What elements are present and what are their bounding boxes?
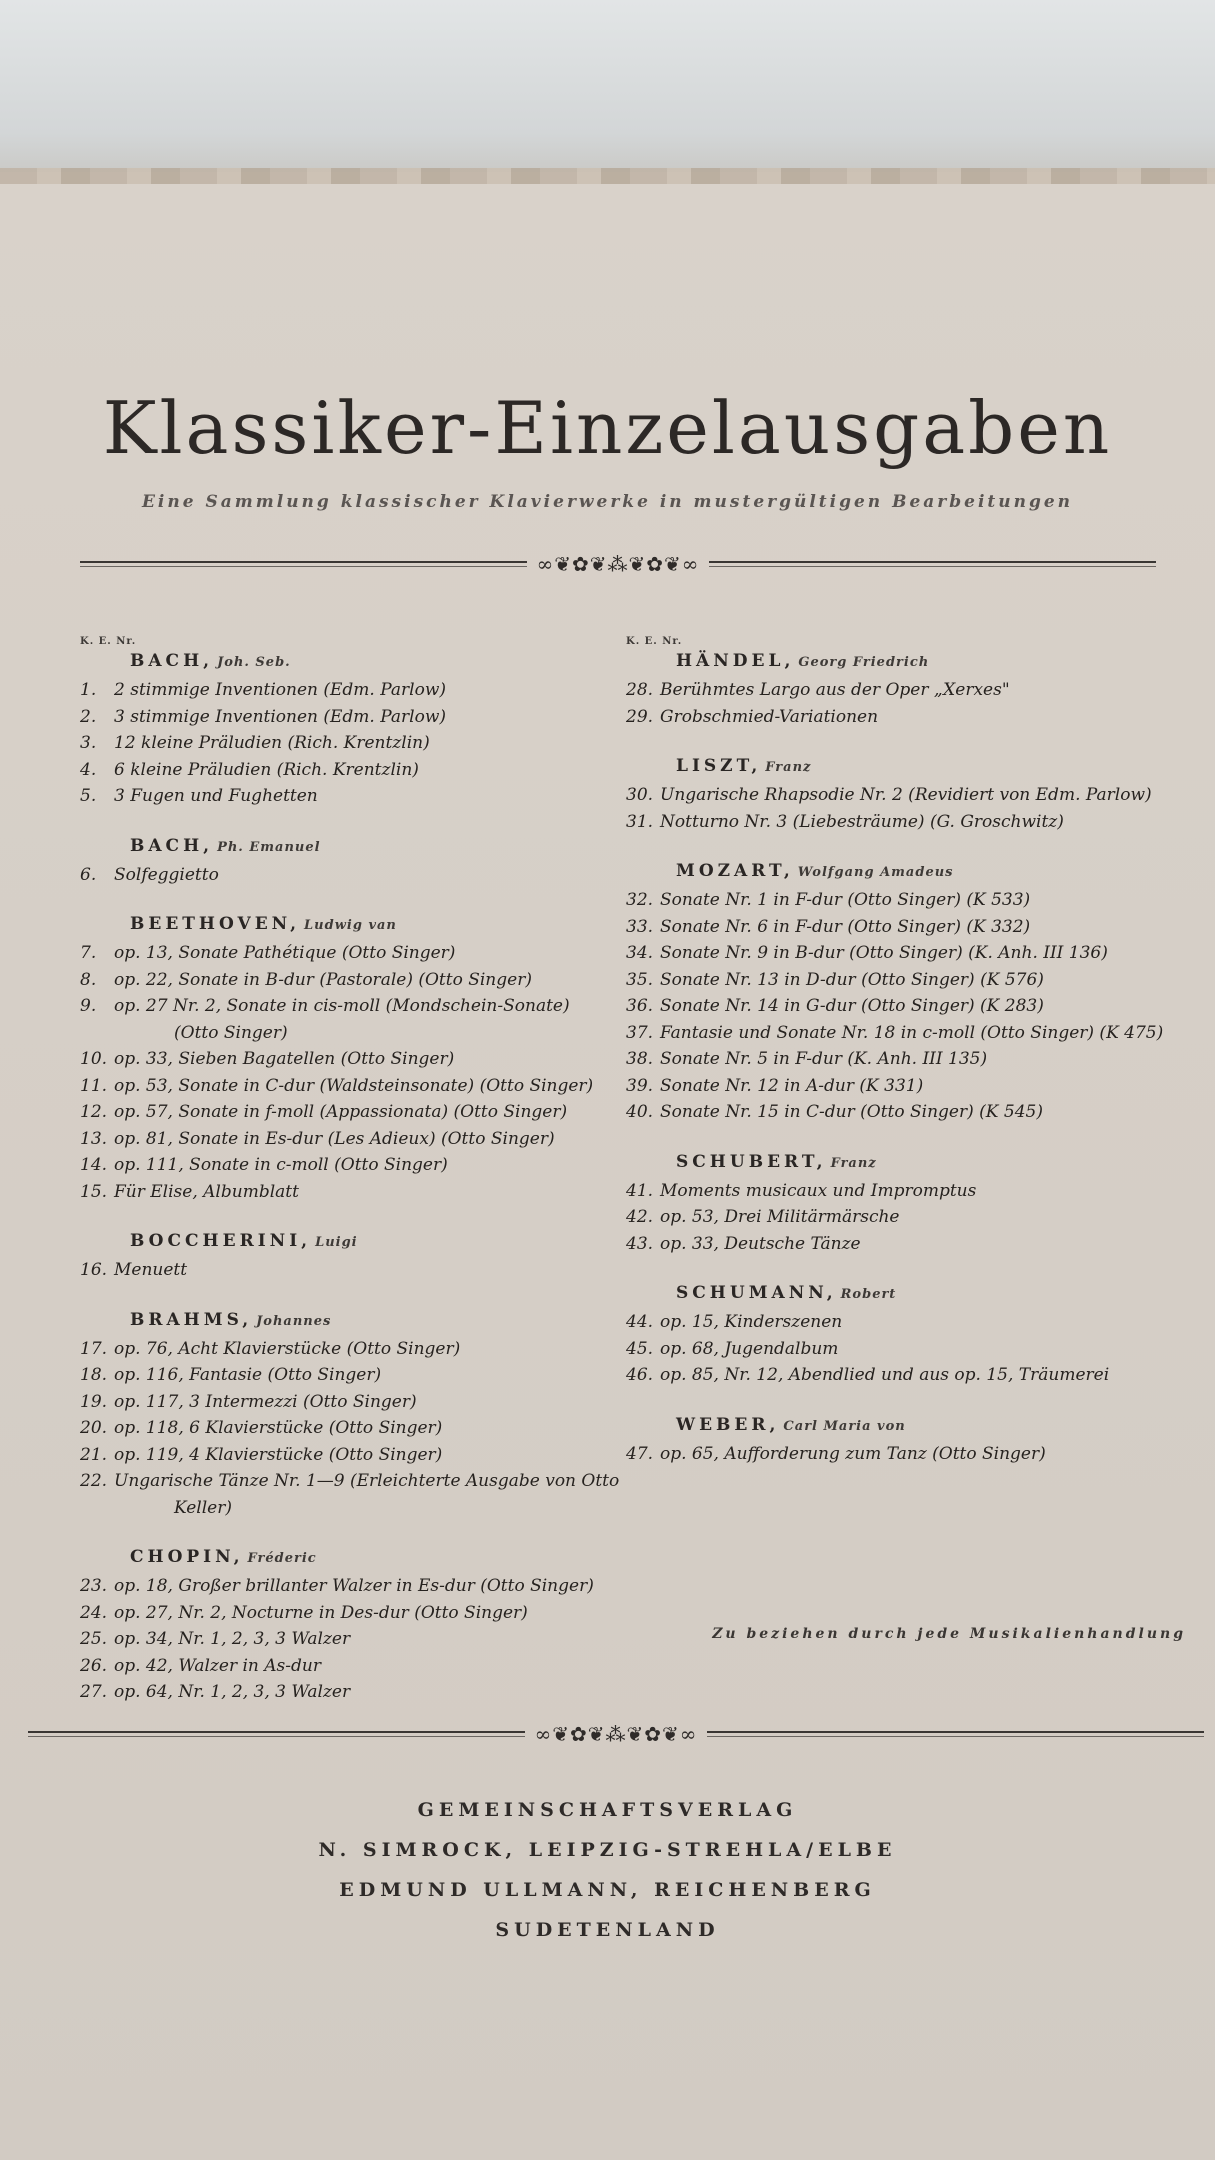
work-entry xyxy=(626,1073,1186,1100)
work-number: 47. xyxy=(626,1443,654,1464)
work-title: op. 27 Nr. 2, Sonate in cis-moll (Mondschein-Sonate) xyxy=(114,996,570,1016)
composer-first-name: Franz xyxy=(765,760,812,775)
composer-list-right xyxy=(626,651,1186,1467)
work-number: 27. xyxy=(80,1682,108,1702)
work-number: 33. xyxy=(626,916,654,937)
retail-note: Zu beziehen durch jede Musikalienhandlung xyxy=(712,1626,1186,1642)
composer-first-name: Joh. Seb. xyxy=(217,655,291,670)
work-title: op. 118, 6 Klavierstücke (Otto Singer) xyxy=(114,1418,443,1438)
work-number: 14. xyxy=(80,1155,108,1175)
work-title: op. 85, Nr. 12, Abendlied und aus op. 15, Träumerei xyxy=(660,1365,1110,1385)
composer-name: CHOPIN, xyxy=(130,1547,244,1567)
work-entry xyxy=(80,783,640,810)
composer-name: SCHUBERT, xyxy=(676,1151,827,1172)
work-entry xyxy=(626,967,1186,994)
work-title: 6 kleine Präludien (Rich. Krentzlin) xyxy=(114,759,419,780)
work-number: 34. xyxy=(626,943,654,963)
work-title: Solfeggietto xyxy=(114,864,219,885)
composer-list-left xyxy=(80,651,640,1706)
work-entry xyxy=(80,1679,640,1706)
work-number: 44. xyxy=(626,1312,654,1332)
composer-name: MOZART, xyxy=(676,861,794,881)
work-entry xyxy=(80,1653,640,1680)
work-number: 18. xyxy=(80,1365,108,1385)
work-entry xyxy=(626,887,1186,914)
work-title: Fantasie und Sonate Nr. 18 in c-moll (Otto Singer) (K 475) xyxy=(660,1022,1164,1043)
work-title: op. 111, Sonate in c-moll (Otto Singer) xyxy=(114,1155,448,1175)
composer-heading xyxy=(130,651,640,671)
work-number: 21. xyxy=(80,1444,108,1465)
work-title: op. 57, Sonate in f-moll (Appassionata) (Otto Singer) xyxy=(114,1102,568,1122)
work-entry xyxy=(80,677,640,704)
work-entry xyxy=(80,1179,640,1206)
work-entry xyxy=(80,993,640,1020)
composer-heading xyxy=(676,756,1186,776)
works-list xyxy=(626,1441,1186,1468)
work-number: 16. xyxy=(80,1260,108,1280)
publisher-line: GEMEINSCHAFTSVERLAG xyxy=(417,1799,798,1821)
works-list xyxy=(626,677,1186,730)
work-title: Sonate Nr. 1 in F-dur (Otto Singer) (K 533) xyxy=(660,890,1031,910)
work-title: 2 stimmige Inventionen (Edm. Parlow) xyxy=(114,680,447,700)
work-number: 13. xyxy=(80,1128,108,1149)
work-number: 20. xyxy=(80,1418,108,1438)
rule-line-right xyxy=(707,1731,1204,1737)
composer-name: WEBER, xyxy=(676,1414,780,1435)
work-entry xyxy=(80,757,640,784)
work-title: Sonate Nr. 5 in F-dur (K. Anh. III 135) xyxy=(660,1049,988,1069)
work-number: 30. xyxy=(626,785,654,805)
work-number: 17. xyxy=(80,1338,108,1359)
work-title: Ungarische Rhapsodie Nr. 2 (Revidiert von Edm. Parlow) xyxy=(660,785,1152,805)
work-entry xyxy=(626,704,1186,731)
composer-name: LISZT, xyxy=(676,756,762,776)
work-entry xyxy=(626,1046,1186,1073)
work-number: 11. xyxy=(80,1075,108,1096)
composer-heading xyxy=(130,1547,640,1567)
works-list xyxy=(80,1257,640,1284)
publisher-block xyxy=(0,1790,1215,1950)
work-entry xyxy=(80,967,640,994)
work-number: 7. xyxy=(80,943,97,963)
work-entry xyxy=(80,1468,640,1495)
publisher-line: EDMUND ULLMANN, REICHENBERG xyxy=(339,1879,876,1901)
composer-first-name: Ludwig van xyxy=(304,918,397,933)
work-entry xyxy=(80,1573,640,1600)
composer-name: BACH, xyxy=(130,835,214,856)
work-title: op. 42, Walzer in As-dur xyxy=(114,1655,321,1676)
composer-first-name: Georg Friedrich xyxy=(798,655,930,670)
composer-heading xyxy=(130,914,640,934)
page-title: Klassiker-Einzelausgaben xyxy=(102,386,1113,470)
torn-paper-edge xyxy=(0,168,1215,184)
ornament-icon: ∞❦✿❦⁂❦✿❦∞ xyxy=(536,552,700,576)
work-title: op. 53, Sonate in C-dur (Waldsteinsonate) (Otto Singer) xyxy=(114,1075,594,1096)
work-number: 25. xyxy=(80,1629,108,1649)
work-number: 41. xyxy=(626,1180,654,1201)
works-list xyxy=(80,1573,640,1706)
composer-first-name: Wolfgang Amadeus xyxy=(797,865,954,880)
work-entry xyxy=(80,1600,640,1627)
work-entry xyxy=(80,1126,640,1153)
work-entry xyxy=(80,1336,640,1363)
works-list xyxy=(80,677,640,810)
work-number: 46. xyxy=(626,1365,654,1385)
work-number: 10. xyxy=(80,1049,108,1069)
work-title: op. 22, Sonate in B-dur (Pastorale) (Otto Singer) xyxy=(114,969,532,990)
work-number: 8. xyxy=(80,969,97,990)
work-title: Ungarische Tänze Nr. 1—9 (Erleichterte Ausgabe von Otto xyxy=(114,1471,620,1491)
work-entry xyxy=(626,1178,1186,1205)
work-title: op. 68, Jugendalbum xyxy=(660,1338,839,1359)
work-entry xyxy=(80,862,640,889)
work-number: 22. xyxy=(80,1471,108,1491)
work-number: 45. xyxy=(626,1338,654,1359)
work-number: 42. xyxy=(626,1207,654,1227)
ornament-icon: ∞❦✿❦⁂❦✿❦∞ xyxy=(534,1722,698,1746)
work-entry xyxy=(626,1231,1186,1258)
work-number: 29. xyxy=(626,706,654,727)
work-number: 32. xyxy=(626,890,654,910)
work-title: op. 18, Großer brillanter Walzer in Es-dur (Otto Singer) xyxy=(114,1576,594,1596)
work-entry xyxy=(80,1046,640,1073)
work-title: op. 34, Nr. 1, 2, 3, 3 Walzer xyxy=(114,1629,351,1649)
kenr-header-left: K. E. Nr. xyxy=(80,636,137,647)
work-title: Sonate Nr. 6 in F-dur (Otto Singer) (K 332) xyxy=(660,916,1031,937)
work-entry xyxy=(80,1099,640,1126)
work-number: 19. xyxy=(80,1391,108,1412)
work-title: op. 27, Nr. 2, Nocturne in Des-dur (Otto Singer) xyxy=(114,1602,528,1623)
work-entry xyxy=(626,1362,1186,1389)
work-title: 12 kleine Präludien (Rich. Krentzlin) xyxy=(114,733,430,753)
work-title: 3 Fugen und Fughetten xyxy=(114,786,318,806)
work-entry xyxy=(626,940,1186,967)
work-title: Berühmtes Largo aus der Oper „Xerxes" xyxy=(660,680,1010,700)
works-list xyxy=(80,862,640,889)
work-entry xyxy=(80,940,640,967)
works-list xyxy=(626,1178,1186,1258)
composer-first-name: Luigi xyxy=(315,1235,358,1250)
work-title: op. 64, Nr. 1, 2, 3, 3 Walzer xyxy=(114,1682,351,1702)
work-number: 39. xyxy=(626,1075,654,1096)
work-entry xyxy=(80,1020,640,1047)
bottom-ornament-rule xyxy=(28,1722,1204,1746)
work-title: Sonate Nr. 9 in B-dur (Otto Singer) (K. Anh. III 136) xyxy=(660,943,1108,963)
work-title: Sonate Nr. 15 in C-dur (Otto Singer) (K 545) xyxy=(660,1102,1043,1122)
top-ornament-rule xyxy=(80,552,1156,576)
work-number: 40. xyxy=(626,1102,654,1122)
work-title: Sonate Nr. 14 in G-dur (Otto Singer) (K 283) xyxy=(660,996,1044,1016)
work-entry xyxy=(626,677,1186,704)
page-subtitle: Eine Sammlung klassischer Klavierwerke in mustergültigen Bearbeitungen xyxy=(141,492,1074,512)
composer-first-name: Carl Maria von xyxy=(783,1418,906,1434)
work-number: 4. xyxy=(80,759,97,780)
work-title: Notturno Nr. 3 (Liebesträume) (G. Groschwitz) xyxy=(660,811,1064,832)
composer-heading xyxy=(130,1310,640,1330)
composer-name: BRAHMS, xyxy=(130,1309,253,1330)
work-title: op. 65, Aufforderung zum Tanz (Otto Singer) xyxy=(660,1443,1046,1464)
work-title: Für Elise, Albumblatt xyxy=(114,1181,299,1202)
publisher-line: SUDETENLAND xyxy=(495,1919,720,1941)
work-entry xyxy=(80,1415,640,1442)
work-number: 35. xyxy=(626,969,654,990)
publisher-line: N. SIMROCK, LEIPZIG-STREHLA/ELBE xyxy=(318,1839,897,1861)
composer-first-name: Johannes xyxy=(256,1313,332,1329)
work-title: op. 53, Drei Militärmärsche xyxy=(660,1207,900,1227)
work-number: 28. xyxy=(626,680,654,700)
background-surface xyxy=(0,0,1215,190)
composer-first-name: Fréderic xyxy=(247,1551,317,1566)
work-entry xyxy=(626,1099,1186,1126)
work-entry xyxy=(626,1441,1186,1468)
works-list xyxy=(626,782,1186,835)
work-title: (Otto Singer) xyxy=(174,1022,288,1043)
work-number: 26. xyxy=(80,1655,108,1676)
kenr-header-right: K. E. Nr. xyxy=(626,636,683,647)
work-entry xyxy=(80,1257,640,1284)
composer-heading xyxy=(676,1283,1186,1303)
work-number: 9. xyxy=(80,996,97,1016)
composer-name: BOCCHERINI, xyxy=(130,1231,312,1251)
work-entry xyxy=(80,1362,640,1389)
work-number: 15. xyxy=(80,1181,108,1202)
rule-line-left xyxy=(80,561,527,567)
works-list xyxy=(626,1309,1186,1389)
work-entry xyxy=(626,1204,1186,1231)
work-title: 3 stimmige Inventionen (Edm. Parlow) xyxy=(114,706,447,727)
work-title: op. 76, Acht Klavierstücke (Otto Singer) xyxy=(114,1338,461,1359)
work-entry xyxy=(626,914,1186,941)
work-title: Grobschmied-Variationen xyxy=(660,706,879,727)
works-list xyxy=(626,887,1186,1126)
composer-name: SCHUMANN, xyxy=(676,1283,837,1303)
work-title: Sonate Nr. 12 in A-dur (K 331) xyxy=(660,1075,924,1096)
work-entry xyxy=(626,993,1186,1020)
work-number: 43. xyxy=(626,1233,654,1254)
work-title: op. 116, Fantasie (Otto Singer) xyxy=(114,1365,382,1385)
work-entry xyxy=(80,1389,640,1416)
rule-line-right xyxy=(709,561,1156,567)
work-entry xyxy=(80,1152,640,1179)
work-entry xyxy=(80,1495,640,1522)
work-entry xyxy=(626,1309,1186,1336)
composer-first-name: Franz xyxy=(830,1155,877,1171)
work-number: 36. xyxy=(626,996,654,1016)
composer-name: HÄNDEL, xyxy=(676,651,795,671)
work-title: op. 117, 3 Intermezzi (Otto Singer) xyxy=(114,1391,417,1412)
work-entry xyxy=(80,1442,640,1469)
composer-heading xyxy=(676,1415,1186,1435)
work-number: 5. xyxy=(80,786,97,806)
work-entry xyxy=(80,704,640,731)
composer-name: BACH, xyxy=(130,651,214,671)
work-number: 24. xyxy=(80,1602,108,1623)
work-title: op. 33, Deutsche Tänze xyxy=(660,1233,861,1254)
rule-line-left xyxy=(28,1731,525,1737)
composer-name: BEETHOVEN, xyxy=(130,914,301,934)
work-title: op. 119, 4 Klavierstücke (Otto Singer) xyxy=(114,1444,443,1465)
work-entry xyxy=(626,1336,1186,1363)
composer-heading xyxy=(676,651,1186,671)
work-title: op. 81, Sonate in Es-dur (Les Adieux) (Otto Singer) xyxy=(114,1128,555,1149)
work-title: op. 13, Sonate Pathétique (Otto Singer) xyxy=(114,943,456,963)
composer-heading xyxy=(130,836,640,856)
works-list xyxy=(80,940,640,1205)
work-title: op. 15, Kinderszenen xyxy=(660,1312,843,1332)
work-number: 38. xyxy=(626,1049,654,1069)
work-title: Keller) xyxy=(174,1497,232,1518)
composer-heading xyxy=(676,861,1186,881)
work-title: Moments musicaux und Impromptus xyxy=(660,1180,977,1201)
composer-first-name: Ph. Emanuel xyxy=(217,839,321,855)
composer-heading xyxy=(676,1152,1186,1172)
work-title: Menuett xyxy=(114,1260,188,1280)
work-title: Sonate Nr. 13 in D-dur (Otto Singer) (K 576) xyxy=(660,969,1044,990)
work-number: 12. xyxy=(80,1102,108,1122)
work-entry xyxy=(626,782,1186,809)
work-number: 2. xyxy=(80,706,97,727)
work-entry xyxy=(80,1073,640,1100)
work-entry xyxy=(626,1020,1186,1047)
work-entry xyxy=(626,809,1186,836)
work-entry xyxy=(80,1626,640,1653)
composer-first-name: Robert xyxy=(840,1287,897,1302)
work-number: 23. xyxy=(80,1576,108,1596)
work-number: 3. xyxy=(80,733,97,753)
catalog-column-right xyxy=(626,636,1186,1493)
catalog-column-left xyxy=(80,636,640,1732)
work-entry xyxy=(80,730,640,757)
work-number: 31. xyxy=(626,811,654,832)
work-number: 37. xyxy=(626,1022,654,1043)
work-title: op. 33, Sieben Bagatellen (Otto Singer) xyxy=(114,1049,455,1069)
works-list xyxy=(80,1336,640,1522)
composer-heading xyxy=(130,1231,640,1251)
work-number: 6. xyxy=(80,864,97,885)
work-number: 1. xyxy=(80,680,97,700)
